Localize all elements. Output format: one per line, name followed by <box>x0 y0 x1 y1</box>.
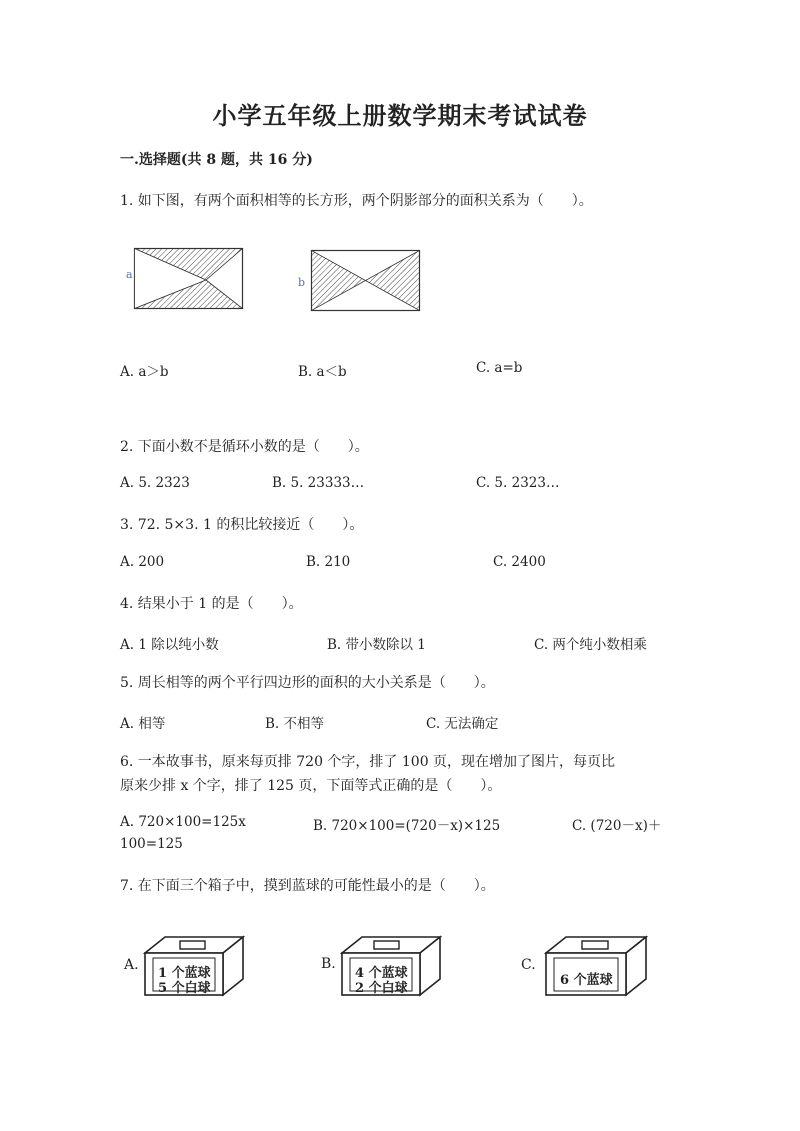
q3-option-a: A. 200 <box>120 554 165 570</box>
page-title: 小学五年级上册数学期末考试试卷 <box>212 101 588 130</box>
box-a-line-1: 1 个蓝球 <box>158 966 211 981</box>
question-2-stem: 2. 下面小数不是循环小数的是（ ）。 <box>120 439 369 455</box>
q4-option-a: A. 1 除以纯小数 <box>120 637 219 653</box>
question-1-stem: 1. 如下图，有两个面积相等的长方形，两个阴影部分的面积关系为（ ）。 <box>120 193 593 209</box>
question-3-stem: 3. 72. 5×3. 1 的积比较接近（ ）。 <box>120 517 364 533</box>
q3-option-b: B. 210 <box>306 554 351 570</box>
box-b-line-1: 4 个蓝球 <box>355 966 408 981</box>
q1-option-a: A. a＞b <box>120 364 169 380</box>
box-c-line-1: 6 个蓝球 <box>560 973 613 988</box>
q4-option-b: B. 带小数除以 1 <box>327 637 426 653</box>
q2-option-c: C. 5. 2323… <box>476 475 560 491</box>
question-7-stem: 7. 在下面三个箱子中，摸到蓝球的可能性最小的是（ ）。 <box>120 878 495 894</box>
question-6-stem-line-2: 原来少排 x 个字，排了 125 页，下面等式正确的是（ ）。 <box>120 778 502 794</box>
q1-option-b: B. a＜b <box>298 364 347 380</box>
q5-option-a: A. 相等 <box>120 716 166 732</box>
q2-option-b: B. 5. 23333… <box>272 475 365 491</box>
q3-option-c: C. 2400 <box>493 554 546 570</box>
figure-a <box>134 248 244 310</box>
section-heading: 一.选择题(共 8 题，共 16 分) <box>120 152 313 168</box>
figure-b-label: b <box>298 276 306 289</box>
question-6-stem-line-1: 6. 一本故事书，原来每页排 720 个字，排了 100 页，现在增加了图片，每页比 <box>120 754 616 770</box>
q5-option-b: B. 不相等 <box>265 716 325 732</box>
q2-option-a: A. 5. 2323 <box>120 475 190 491</box>
box-b-letter: B. <box>321 956 336 972</box>
q1-option-c: C. a=b <box>476 360 523 376</box>
q4-option-c: C. 两个纯小数相乘 <box>534 637 647 653</box>
box-c-letter: C. <box>521 957 536 973</box>
q6-option-c-continued: 100=125 <box>120 836 183 852</box>
question-5-stem: 5. 周长相等的两个平行四边形的面积的大小关系是（ ）。 <box>120 675 495 691</box>
figure-b <box>311 250 421 312</box>
q6-option-b: B. 720×100=(720－x)×125 <box>313 818 501 834</box>
q5-option-c: C. 无法确定 <box>426 716 499 732</box>
q6-option-c: C. (720－x)＋ <box>572 818 662 834</box>
box-b-line-2: 2 个白球 <box>355 981 408 996</box>
question-4-stem: 4. 结果小于 1 的是（ ）。 <box>120 596 303 612</box>
box-a-letter: A. <box>124 957 139 973</box>
figure-a-label: a <box>126 268 133 281</box>
q6-option-a: A. 720×100=125x <box>120 814 246 830</box>
box-a-line-2: 5 个白球 <box>158 981 211 996</box>
